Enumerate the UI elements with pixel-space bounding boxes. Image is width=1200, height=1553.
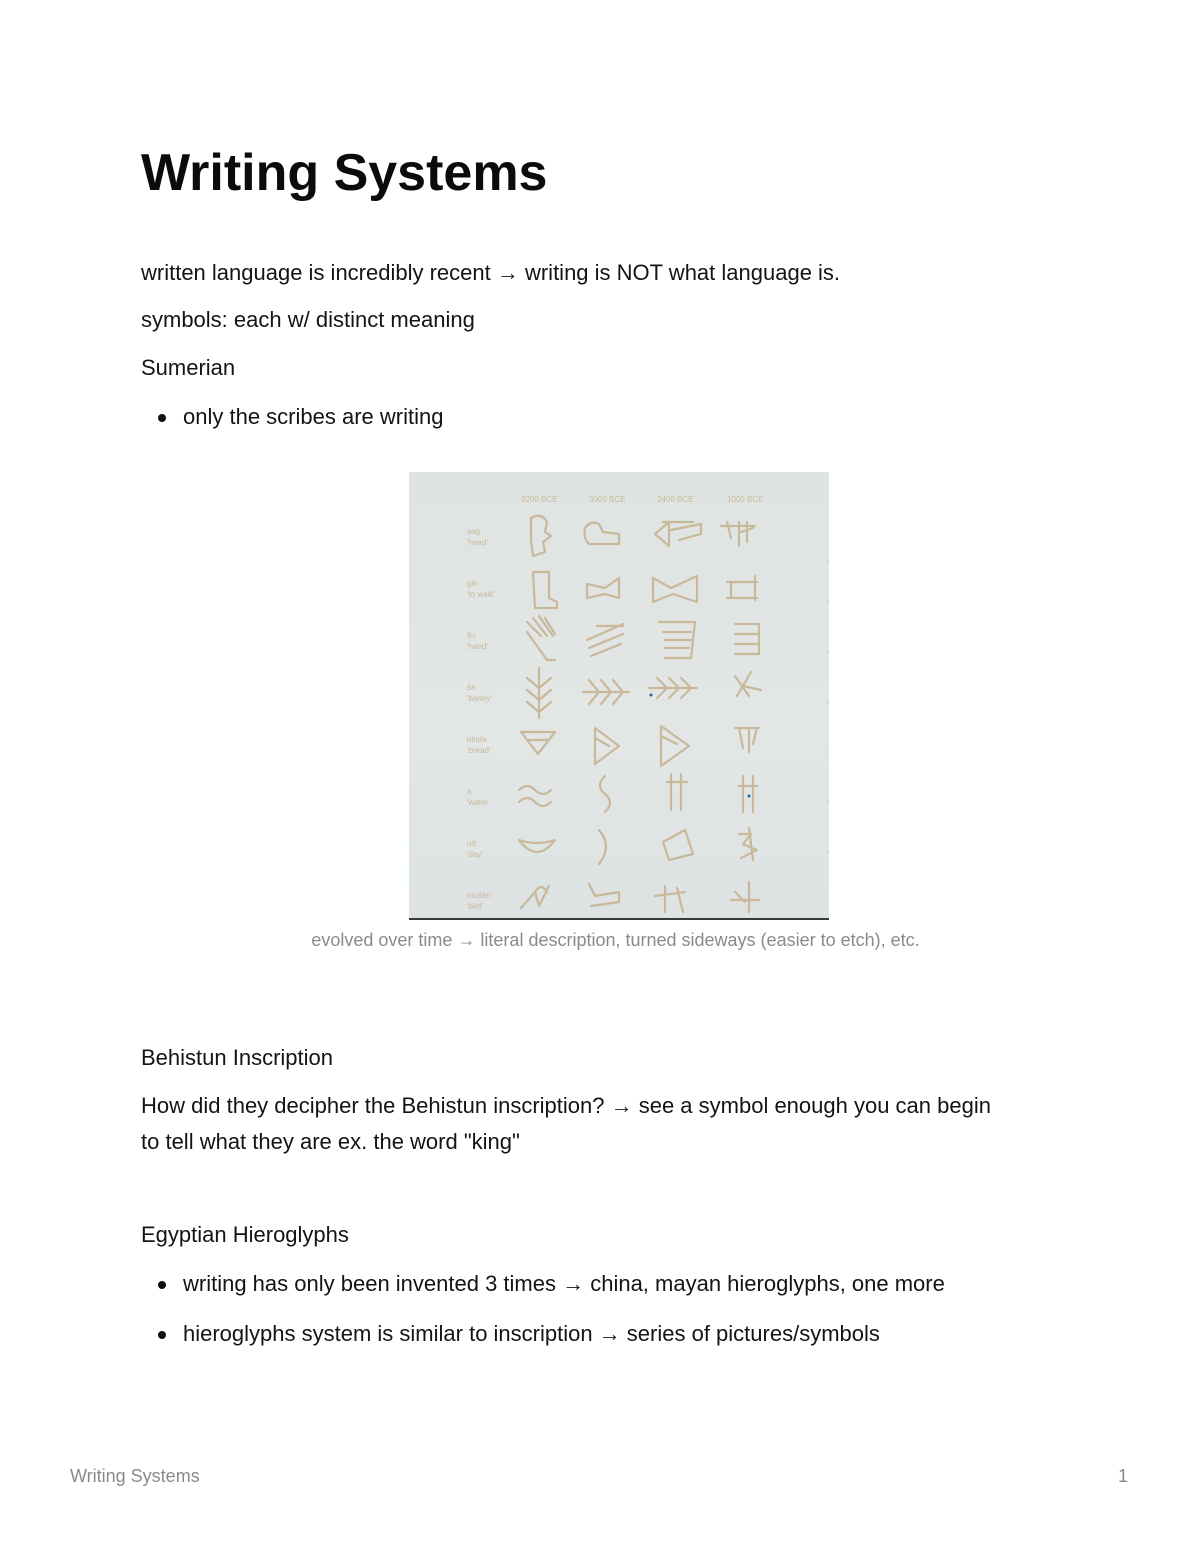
water-pictograph bbox=[519, 786, 551, 806]
bird-pictograph bbox=[521, 886, 549, 908]
day-pictograph bbox=[519, 840, 555, 852]
day-glyph bbox=[599, 830, 606, 864]
figure-caption: evolved over time → literal description, turned sideways (easier to etch), etc. bbox=[311, 930, 920, 950]
cuneiform-evolution-image bbox=[409, 472, 829, 920]
page-title: Writing Systems bbox=[141, 144, 548, 202]
row-gloss: 'bird' bbox=[467, 902, 484, 911]
bird-glyph bbox=[655, 886, 685, 912]
row-word: šu bbox=[467, 631, 476, 640]
bullet-icon bbox=[158, 414, 166, 422]
column-header: 3200 BCE bbox=[521, 495, 558, 504]
column-headers bbox=[521, 495, 763, 504]
day-glyph bbox=[663, 830, 693, 860]
cuneiform-chart bbox=[409, 472, 829, 918]
row-labels bbox=[467, 527, 495, 911]
bread-pictograph bbox=[521, 732, 555, 754]
row-gloss: 'bread' bbox=[467, 746, 491, 755]
row-word: sag bbox=[467, 527, 480, 536]
row-gloss: 'head' bbox=[467, 538, 488, 547]
day-glyph bbox=[739, 828, 757, 860]
bird-glyph bbox=[589, 884, 619, 906]
bread-glyph bbox=[661, 726, 689, 766]
row-word: gin bbox=[467, 579, 478, 588]
walk-glyph bbox=[653, 576, 697, 602]
barley-glyph bbox=[735, 672, 761, 696]
column-header: 3000 BCE bbox=[589, 495, 626, 504]
bread-glyph bbox=[735, 728, 759, 752]
head-glyph bbox=[655, 522, 701, 546]
head-pictograph bbox=[531, 516, 551, 556]
hand-glyph bbox=[587, 624, 623, 656]
list-item-text: hieroglyphs system is similar to inscription → series of pictures/symbols bbox=[183, 1321, 880, 1346]
edge-ticks bbox=[827, 562, 829, 852]
barley-pictograph bbox=[527, 668, 551, 718]
row-word: še bbox=[467, 683, 476, 692]
row-gloss: 'water' bbox=[467, 798, 490, 807]
list-item-text: writing has only been invented 3 times → china, mayan hieroglyphs, one more bbox=[183, 1271, 945, 1296]
row-gloss: 'barley' bbox=[467, 694, 492, 703]
walk-glyph bbox=[587, 578, 619, 598]
hand-glyph bbox=[659, 622, 695, 658]
water-glyph bbox=[667, 774, 687, 810]
behistun-heading: Behistun Inscription bbox=[141, 1045, 333, 1070]
row-word: ninda bbox=[467, 735, 487, 744]
head-glyph bbox=[585, 523, 620, 544]
hand-glyph bbox=[735, 624, 759, 654]
bullet-icon bbox=[158, 1331, 166, 1339]
water-glyph bbox=[739, 776, 757, 812]
barley-glyph bbox=[583, 680, 629, 704]
hand-pictograph bbox=[527, 616, 555, 660]
row-gloss: 'hand' bbox=[467, 642, 488, 651]
row-word: mušen bbox=[467, 891, 492, 900]
walk-pictograph bbox=[533, 572, 557, 608]
column-header: 2400 BCE bbox=[657, 495, 694, 504]
bird-glyph bbox=[731, 882, 759, 912]
row-gloss: 'to walk' bbox=[467, 590, 495, 599]
intro-line-1: written language is incredibly recent → writing is NOT what language is. bbox=[141, 260, 841, 285]
row-gloss: 'day' bbox=[467, 850, 483, 859]
page-number: 1 bbox=[1117, 1466, 1128, 1486]
head-glyph bbox=[721, 522, 755, 546]
footer-title: Writing Systems bbox=[70, 1466, 200, 1486]
column-header: 1000 BCE bbox=[727, 495, 764, 504]
intro-line-2: symbols: each w/ distinct meaning bbox=[141, 307, 475, 332]
speck bbox=[650, 694, 653, 697]
egyptian-heading: Egyptian Hieroglyphs bbox=[141, 1222, 349, 1247]
speck bbox=[748, 795, 751, 798]
row-word: ud bbox=[467, 839, 476, 848]
walk-glyph bbox=[727, 576, 757, 600]
behistun-line-2: to tell what they are ex. the word "king" bbox=[141, 1129, 520, 1154]
list-item-text: only the scribes are writing bbox=[183, 404, 444, 429]
barley-glyph bbox=[649, 678, 697, 698]
glyph-grid bbox=[519, 516, 761, 912]
sumerian-heading: Sumerian bbox=[141, 355, 236, 380]
bread-glyph bbox=[595, 728, 619, 764]
behistun-line-1: How did they decipher the Behistun inscription? → see a symbol enough you can begin bbox=[141, 1093, 991, 1118]
row-word: a bbox=[467, 787, 472, 796]
bullet-icon bbox=[158, 1281, 166, 1289]
water-glyph bbox=[600, 776, 610, 812]
